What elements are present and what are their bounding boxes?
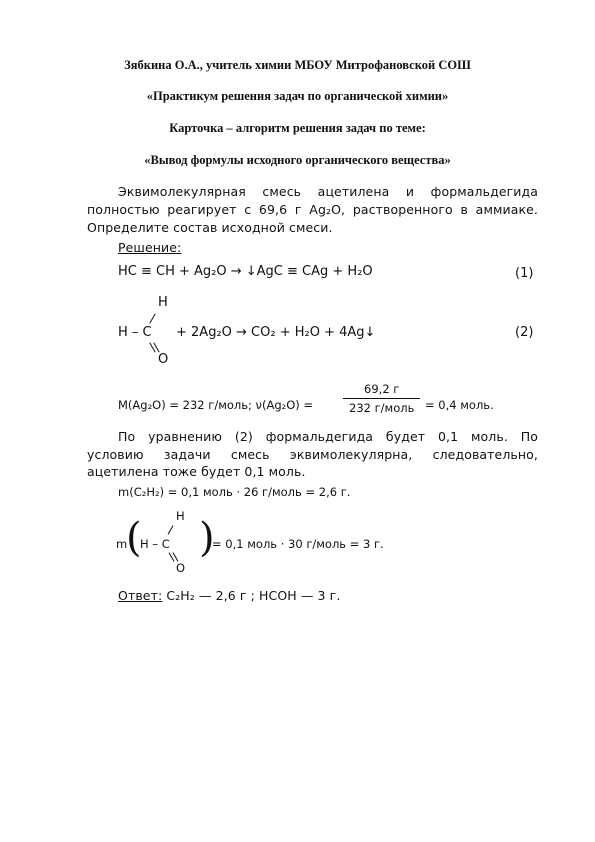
mass-formaldehyde-rest: = 0,1 моль · 30 г/моль = 3 г. <box>212 537 384 551</box>
reaction-1-number: (1) <box>515 266 534 281</box>
problem-line-3: Определите состав исходной смеси. <box>87 220 333 235</box>
mass-formaldehyde-h-top: H <box>176 509 185 523</box>
molar-fraction <box>343 382 420 415</box>
answer-label: Ответ: <box>118 588 163 603</box>
mass-formaldehyde-o: O <box>176 561 186 575</box>
molar-right: = 0,4 моль. <box>425 398 494 412</box>
reaction-1: HC ≡ CH + Ag₂O → ↓AgC ≡ CAg + H₂O <box>118 264 373 279</box>
molar-left: M(Ag₂O) = 232 г/моль; ν(Ag₂O) = <box>118 398 314 412</box>
problem-line-1: Эквимолекулярная смесь ацетилена и формальдегида <box>118 184 538 199</box>
answer-text: C₂H₂ — 2,6 г ; HCOH — 3 г. <box>166 588 341 603</box>
formaldehyde-o: O <box>158 352 169 367</box>
left-paren: ( <box>126 515 142 561</box>
fraction-denominator: 232 г/моль <box>349 401 415 415</box>
reaction-2-rest: + 2Ag₂O → CO₂ + H₂O + 4Ag↓ <box>176 325 376 340</box>
right-paren: ) <box>199 515 215 561</box>
formaldehyde-hc: H – C <box>118 325 152 340</box>
formaldehyde-h-top: H <box>158 295 168 310</box>
explanation-line-2: условию задачи смесь эквимолекулярна, следовательно, <box>87 447 538 462</box>
course-title: «Практикум решения задач по органической химии» <box>146 89 449 103</box>
explanation-line-3: ацетилена тоже будет 0,1 моль. <box>87 464 306 479</box>
problem-line-2: полностью реагирует с 69,6 г Ag₂O, растворенного в аммиаке. <box>87 202 538 217</box>
topic-title: «Вывод формулы исходного органического вещества» <box>144 153 451 167</box>
card-title: Карточка – алгоритм решения задач по теме: <box>169 121 426 135</box>
reaction-2-number: (2) <box>515 325 534 340</box>
fraction-numerator: 69,2 г <box>343 382 420 399</box>
mass-acetylene: m(C₂H₂) = 0,1 моль · 26 г/моль = 2,6 г. <box>118 485 351 499</box>
explanation-line-1: По уравнению (2) формальдегида будет 0,1 моль. По <box>118 429 538 444</box>
mass-m-letter: m <box>116 537 128 551</box>
solution-label: Решение: <box>118 240 182 255</box>
author-line: Зябкина О.А., учитель химии МБОУ Митрофановской СОШ <box>124 58 471 72</box>
mass-bond-single <box>168 525 174 534</box>
mass-formaldehyde-hc: H – C <box>140 537 170 551</box>
bond-single <box>149 313 155 323</box>
